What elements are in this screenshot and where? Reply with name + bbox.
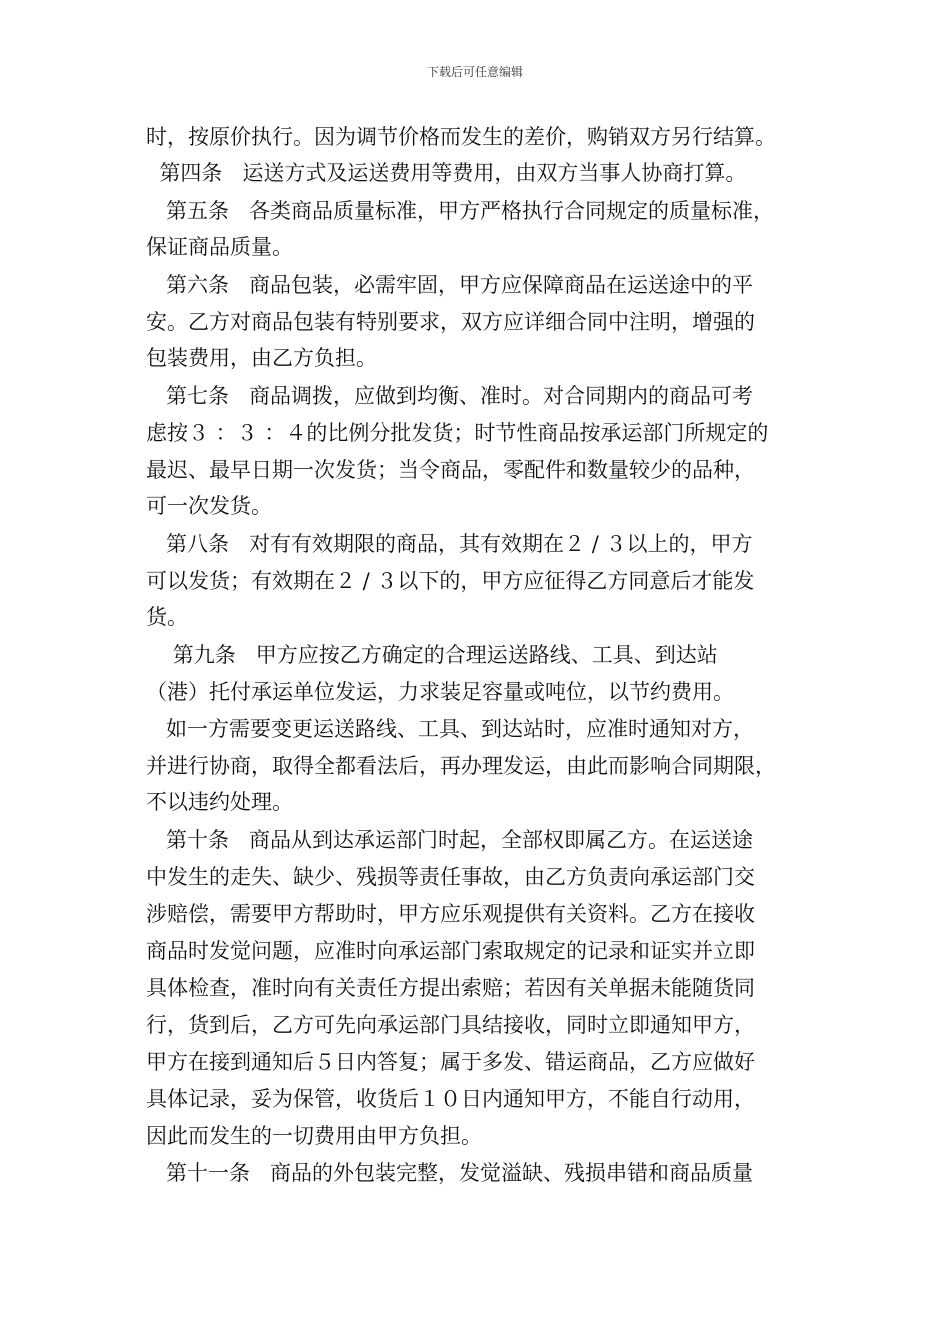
text-line: 涉赔偿，需要甲方帮助时，甲方应乐观提供有关资料。乙方在接收 [146, 902, 755, 926]
text-line: 第四条 运送方式及运送费用等费用，由双方当事人协商打算。 [146, 161, 747, 185]
text-line: 第十一条 商品的外包装完整，发觉溢缺、残损串错和商品质量 [146, 1161, 754, 1185]
text-line: 第九条 甲方应按乙方确定的合理运送路线、工具、到达站 [146, 643, 718, 667]
text-line: 第七条 商品调拨，应做到均衡、准时。对合同期内的商品可考 [146, 384, 754, 408]
text-line: 保证商品质量。 [146, 235, 293, 259]
text-line: 虑按３ ：３ ：４的比例分批发货；时节性商品按承运部门所规定的 [146, 421, 769, 445]
text-line: 可以发货；有效期在２ / ３以下的，甲方应征得乙方同意后才能发 [146, 569, 755, 593]
text-line: 并进行协商，取得全都看法后，再办理发运，由此而影响合同期限， [146, 754, 776, 778]
text-line: 行，货到后，乙方可先向承运部门具结接收，同时立即通知甲方， [146, 1013, 755, 1037]
text-line: 安。乙方对商品包装有特别要求，双方应详细合同中注明，增强的 [146, 310, 755, 334]
text-line: 具体记录，妥为保管，收货后１０日内通知甲方，不能自行动用， [146, 1087, 755, 1111]
text-line: 最迟、最早日期一次发货；当令商品，零配件和数量较少的品种， [146, 458, 755, 482]
text-line: 第十条 商品从到达承运部门时起，全部权即属乙方。在运送途 [146, 828, 754, 852]
text-line: 甲方在接到通知后５日内答复；属于多发、错运商品，乙方应做好 [146, 1050, 755, 1074]
text-line: 如一方需要变更运送路线、工具、到达站时，应准时通知对方， [146, 717, 755, 741]
page-header: 下载后可任意编辑 [426, 65, 523, 79]
text-line: 第八条 对有有效期限的商品，其有效期在２ / ３以上的，甲方 [146, 532, 753, 556]
text-line: 第六条 商品包装，必需牢固，甲方应保障商品在运送途中的平 [146, 273, 754, 297]
text-line: 第五条 各类商品质量标准，甲方严格执行合同规定的质量标准， [146, 199, 775, 223]
text-line: （港）托付承运单位发运，力求装足容量或吨位，以节约费用。 [146, 680, 734, 704]
text-line: 可一次发货。 [146, 494, 272, 518]
text-line: 中发生的走失、缺少、残损等责任事故，由乙方负责向承运部门交 [146, 865, 755, 889]
text-line: 商品时发觉问题，应准时向承运部门索取规定的记录和证实并立即 [146, 939, 755, 963]
text-line: 不以违约处理。 [146, 790, 293, 814]
text-line: 具体检查，准时向有关责任方提出索赔；若因有关单据未能随货同 [146, 976, 755, 1000]
text-line: 货。 [146, 605, 188, 629]
text-line: 包装费用，由乙方负担。 [146, 346, 377, 370]
text-line: 时，按原价执行。因为调节价格而发生的差价，购销双方另行结算。 [146, 125, 776, 149]
text-line: 因此而发生的一切费用由甲方负担。 [146, 1124, 482, 1148]
